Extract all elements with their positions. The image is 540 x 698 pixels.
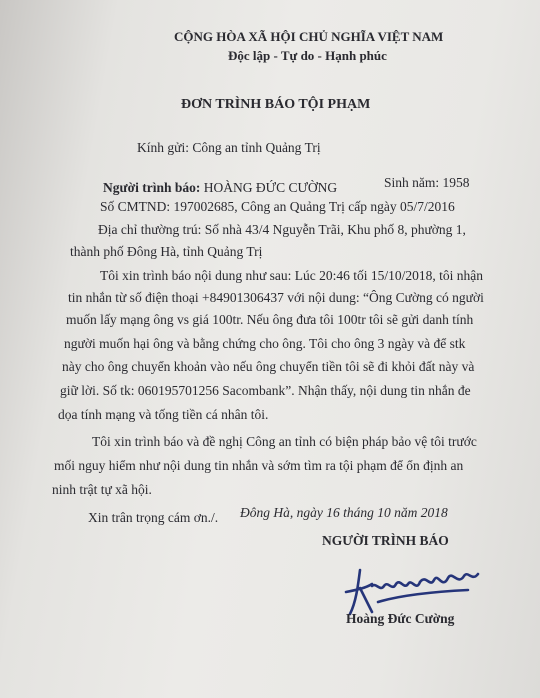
body-p1-line-1: Tôi xin trình báo nội dung như sau: Lúc 20:46 tối 15/10/2018, tôi nhận: [100, 268, 484, 283]
reporter-name: HOÀNG ĐỨC CƯỜNG: [203, 180, 338, 195]
body-p1-line-2: tin nhắn từ số điện thoại +84901306437 với nội dung: “Ông Cường có người: [68, 290, 484, 305]
body-p1-line-4: người muốn hại ông và bằng chứng cho ông. Tôi cho ông 3 ngày và để stk: [64, 336, 466, 351]
signer-name: Hoàng Đức Cường: [346, 611, 455, 626]
body-p1-line-7: dọa tính mạng và tống tiền cá nhân tôi.: [58, 407, 269, 422]
body-p1-line-6: giữ lời. Số tk: 060195701256 Sacombank”. Nhận thấy, nội dung tin nhắn đe: [60, 383, 471, 398]
document-title: ĐƠN TRÌNH BÁO TỘI PHẠM: [181, 97, 371, 112]
reporter-label: Người trình báo:: [103, 180, 201, 195]
closing-line: Xin trân trọng cám ơn./.: [88, 510, 219, 525]
signer-role: NGƯỜI TRÌNH BÁO: [322, 533, 449, 548]
handwritten-signature: [338, 562, 488, 618]
body-p2-line-1: Tôi xin trình báo và đề nghị Công an tỉnh có biện pháp bảo vệ tôi trước: [92, 434, 477, 449]
motto: Độc lập - Tự do - Hạnh phúc: [228, 48, 387, 63]
recipient-line: Kính gửi: Công an tỉnh Quảng Trị: [137, 140, 321, 155]
body-p1-line-3: muốn lấy mạng ông vs giá 100tr. Nếu ông đưa tôi 100tr tôi sẽ gửi danh tính: [66, 312, 474, 327]
address-line-2: thành phố Đông Hà, tỉnh Quảng Trị: [70, 244, 263, 259]
nation-header: CỘNG HÒA XÃ HỘI CHỦ NGHĨA VIỆT NAM: [174, 29, 444, 44]
reporter-line: [103, 180, 337, 196]
body-p2-line-3: ninh trật tự xã hội.: [52, 482, 152, 497]
birth-year: Sinh năm: 1958: [384, 175, 470, 190]
body-p1-line-5: này cho ông chuyển khoản vào nếu ông chuyển tiền tôi sẽ đi khỏi đất này và: [62, 359, 475, 374]
address-line-1: Địa chỉ thường trú: Số nhà 43/4 Nguyễn Trãi, Khu phố 8, phường 1,: [98, 222, 466, 237]
id-card-line: Số CMTND: 197002685, Công an Quảng Trị cấp ngày 05/7/2016: [100, 199, 455, 214]
place-date: Đông Hà, ngày 16 tháng 10 năm 2018: [240, 505, 448, 520]
body-p2-line-2: mối nguy hiểm như nội dung tin nhắn và sớm tìm ra tội phạm để ổn định an: [54, 458, 464, 473]
